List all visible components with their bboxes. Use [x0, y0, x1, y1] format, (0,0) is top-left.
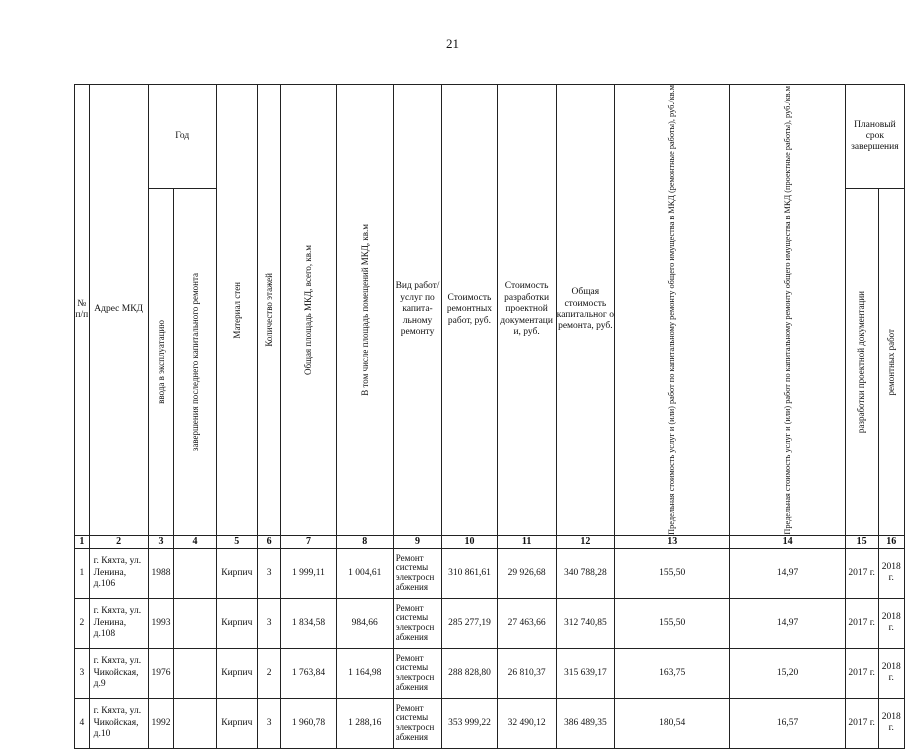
- row-work: Ремонт системы электросн абжения: [393, 548, 442, 598]
- column-number: 10: [442, 535, 497, 548]
- row-limit-design: 14,97: [730, 548, 845, 598]
- header-limit-cost-design: Предельная стоимость услуг и (или) работ по капитальному ремонту общего имущества в МКД (проектные работы), руб./кв.м: [782, 85, 792, 535]
- column-number: 9: [393, 535, 442, 548]
- row-plan-design: 2017 г.: [845, 648, 878, 698]
- row-repair-cost: 285 277,19: [442, 598, 497, 648]
- row-plan-repair: 2018 г.: [878, 598, 904, 648]
- row-work: Ремонт системы электросн абжения: [393, 698, 442, 748]
- header-limit-cost-repair: Предельная стоимость услуг и (или) работ по капитальному ремонту общего имущества в МКД (ремонтные работы), руб./кв.м: [667, 85, 677, 535]
- row-premises-area: 984,66: [336, 598, 393, 648]
- row-limit-design: 16,57: [730, 698, 845, 748]
- row-floors: 2: [257, 648, 280, 698]
- row-floors: 3: [257, 548, 280, 598]
- row-total-area: 1 960,78: [281, 698, 336, 748]
- column-number: 2: [89, 535, 148, 548]
- header-total-cost: Общая стоимость капитальног о ремонта, руб.: [556, 85, 614, 536]
- column-number: 5: [216, 535, 257, 548]
- column-number: 12: [556, 535, 614, 548]
- row-limit-repair: 180,54: [615, 698, 730, 748]
- capital-repair-table: [74, 84, 905, 749]
- row-year-commission: 1993: [148, 598, 174, 648]
- row-premises-area: 1 288,16: [336, 698, 393, 748]
- row-plan-repair: 2018 г.: [878, 548, 904, 598]
- row-plan-repair: 2018 г.: [878, 648, 904, 698]
- column-number: 4: [174, 535, 216, 548]
- row-year-commission: 1988: [148, 548, 174, 598]
- row-repair-cost: 353 999,22: [442, 698, 497, 748]
- header-plan-group: Плановый срок завершения: [845, 85, 904, 189]
- table-row: [75, 648, 905, 698]
- header-total-area: Общая площадь МКД, всего, кв.м: [303, 244, 314, 375]
- row-design-cost: 32 490,12: [497, 698, 556, 748]
- row-address: г. Кяхта, ул. Чикойская, д.9: [89, 648, 148, 698]
- row-total-cost: 312 740,85: [556, 598, 614, 648]
- row-material: Кирпич: [216, 598, 257, 648]
- row-year-last-repair: [174, 598, 216, 648]
- row-no: 3: [75, 648, 90, 698]
- header-work-type: Вид работ/ услуг по капита-льному ремонту: [393, 85, 442, 536]
- header-no: № п/п: [75, 85, 90, 536]
- table-row: [75, 548, 905, 598]
- header-design-cost: Стоимость разработки проектной документаци и, руб.: [497, 85, 556, 536]
- row-year-last-repair: [174, 648, 216, 698]
- row-premises-area: 1 004,61: [336, 548, 393, 598]
- row-design-cost: 26 810,37: [497, 648, 556, 698]
- column-number: 7: [281, 535, 336, 548]
- row-year-commission: 1976: [148, 648, 174, 698]
- header-premises-area: В том числе площадь помещений МКД, кв.м: [359, 224, 370, 396]
- column-number: 14: [730, 535, 845, 548]
- row-address: г. Кяхта, ул. Ленина, д.108: [89, 598, 148, 648]
- column-number: 1: [75, 535, 90, 548]
- header-year-group: Год: [148, 85, 216, 189]
- row-limit-repair: 155,50: [615, 598, 730, 648]
- row-no: 4: [75, 698, 90, 748]
- header-wall-material: Материал стен: [231, 281, 242, 339]
- row-no: 1: [75, 548, 90, 598]
- row-premises-area: 1 164,98: [336, 648, 393, 698]
- table-row: [75, 698, 905, 748]
- row-total-area: 1 763,84: [281, 648, 336, 698]
- row-design-cost: 27 463,66: [497, 598, 556, 648]
- row-repair-cost: 288 828,80: [442, 648, 497, 698]
- row-total-area: 1 834,58: [281, 598, 336, 648]
- header-year-commission: ввода в эксплуатацию: [155, 320, 166, 405]
- column-number: 13: [615, 535, 730, 548]
- header-address: Адрес МКД: [89, 85, 148, 536]
- column-number: 3: [148, 535, 174, 548]
- row-design-cost: 29 926,68: [497, 548, 556, 598]
- column-number: 8: [336, 535, 393, 548]
- row-floors: 3: [257, 598, 280, 648]
- row-limit-design: 15,20: [730, 648, 845, 698]
- column-number: 16: [878, 535, 904, 548]
- header-plan-repair: ремонтных работ: [886, 328, 897, 396]
- row-total-cost: 315 639,17: [556, 648, 614, 698]
- row-plan-design: 2017 г.: [845, 548, 878, 598]
- row-total-cost: 340 788,28: [556, 548, 614, 598]
- table-row: [75, 598, 905, 648]
- row-total-area: 1 999,11: [281, 548, 336, 598]
- row-work: Ремонт системы электросн абжения: [393, 598, 442, 648]
- header-repair-cost: Стоимость ремонтных работ, руб.: [442, 85, 497, 536]
- row-address: г. Кяхта, ул. Ленина, д.106: [89, 548, 148, 598]
- row-no: 2: [75, 598, 90, 648]
- column-number: 11: [497, 535, 556, 548]
- row-work: Ремонт системы электросн абжения: [393, 648, 442, 698]
- row-limit-repair: 163,75: [615, 648, 730, 698]
- column-number: 6: [257, 535, 280, 548]
- row-limit-design: 14,97: [730, 598, 845, 648]
- row-limit-repair: 155,50: [615, 548, 730, 598]
- page-number: 21: [446, 36, 459, 51]
- row-repair-cost: 310 861,61: [442, 548, 497, 598]
- row-material: Кирпич: [216, 648, 257, 698]
- row-plan-design: 2017 г.: [845, 698, 878, 748]
- row-material: Кирпич: [216, 698, 257, 748]
- row-year-last-repair: [174, 548, 216, 598]
- row-plan-repair: 2018 г.: [878, 698, 904, 748]
- row-material: Кирпич: [216, 548, 257, 598]
- header-floors: Количество этажей: [263, 273, 274, 347]
- header-plan-design: разработки проектной документации: [856, 291, 867, 434]
- column-number: 15: [845, 535, 878, 548]
- header-year-last-repair: завершения последнего капитального ремонта: [189, 273, 200, 452]
- row-year-last-repair: [174, 698, 216, 748]
- row-address: г. Кяхта, ул. Чикойская, д.10: [89, 698, 148, 748]
- row-plan-design: 2017 г.: [845, 598, 878, 648]
- row-year-commission: 1992: [148, 698, 174, 748]
- row-floors: 3: [257, 698, 280, 748]
- row-total-cost: 386 489,35: [556, 698, 614, 748]
